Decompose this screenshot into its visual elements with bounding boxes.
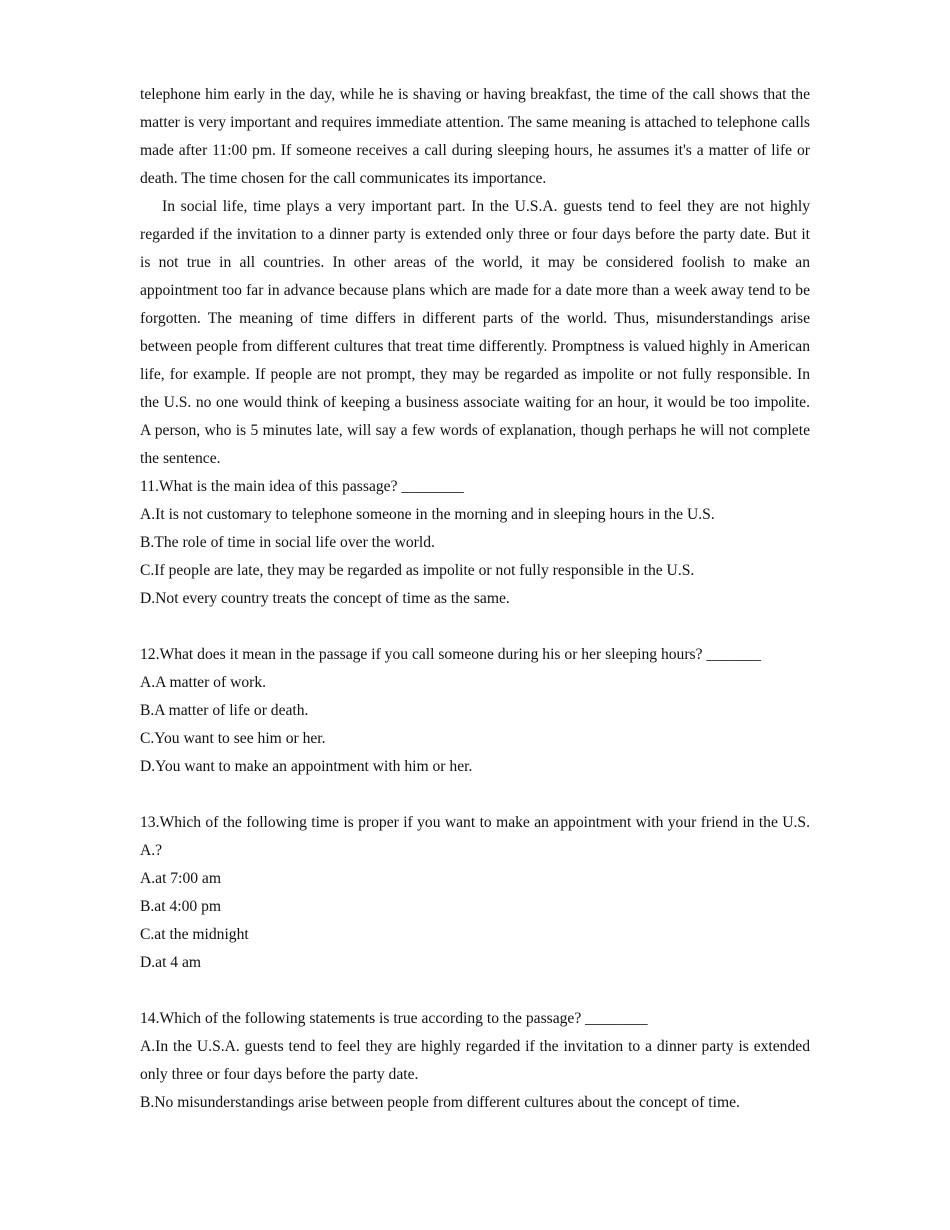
option-c: C.You want to see him or her. bbox=[140, 730, 326, 747]
question-11 bbox=[140, 473, 810, 613]
passage-paragraph-2: In social life, time plays a very important part. In the U.S.A. guests tend to feel they are not highly regarded if the invitation to a dinner party is extended only three or four days before the party date. But it is not true in all countries. In other areas of the world, it may be considered foolish to make an appointment too far in advance because plans which are made for a date more than a week away tend to be forgotten. The meaning of time differs in different parts of the world. Thus, misunderstandings arise between people from different cultures that treat time differently. Promptness is valued highly in American life, for example. If people are not prompt, they may be regarded as impolite or not fully responsible. In the U.S. no one would think of keeping a business associate waiting for an hour, it would be too impolite. A person, who is 5 minutes late, will say a few words of explanation, though perhaps he will not complete the sentence. bbox=[140, 198, 810, 467]
spacer bbox=[140, 613, 810, 641]
document-page bbox=[140, 81, 810, 1117]
question-stem: 13.Which of the following time is proper if you want to make an appointment with your friend in the U.S. A.? bbox=[140, 814, 810, 859]
option-a: A.A matter of work. bbox=[140, 674, 267, 691]
option-c: C.at the midnight bbox=[140, 926, 249, 943]
question-12 bbox=[140, 641, 810, 781]
option-a: A.at 7:00 am bbox=[140, 870, 221, 887]
option-b: B.at 4:00 pm bbox=[140, 898, 221, 915]
option-d: D.Not every country treats the concept of time as the same. bbox=[140, 590, 510, 607]
option-b: B.A matter of life or death. bbox=[140, 702, 309, 719]
option-a: A.It is not customary to telephone someone in the morning and in sleeping hours in the U.S. bbox=[140, 506, 715, 523]
passage-paragraph-1: telephone him early in the day, while he is shaving or having breakfast, the time of the call shows that the matter is very important and requires immediate attention. The same meaning is attached to telephone calls made after 11:00 pm. If someone receives a call during sleeping hours, he assumes it's a matter of life or death. The time chosen for the call communicates its importance. bbox=[140, 86, 810, 187]
option-a: A.In the U.S.A. guests tend to feel they are highly regarded if the invitation to a dinner party is extended only three or four days before the party date. bbox=[140, 1038, 810, 1083]
spacer bbox=[140, 781, 810, 809]
option-b: B.The role of time in social life over the world. bbox=[140, 534, 435, 551]
spacer bbox=[140, 977, 810, 1005]
option-c: C.If people are late, they may be regarded as impolite or not fully responsible in the U.S. bbox=[140, 562, 695, 579]
question-stem: 12.What does it mean in the passage if you call someone during his or her sleeping hours? _______ bbox=[140, 646, 762, 663]
option-d: D.at 4 am bbox=[140, 954, 202, 971]
question-stem: 14.Which of the following statements is true according to the passage? ________ bbox=[140, 1010, 648, 1027]
option-b: B.No misunderstandings arise between people from different cultures about the concept of time. bbox=[140, 1094, 740, 1111]
question-stem: 11.What is the main idea of this passage? ________ bbox=[140, 478, 464, 495]
question-13 bbox=[140, 809, 810, 977]
question-14 bbox=[140, 1005, 810, 1117]
option-d: D.You want to make an appointment with him or her. bbox=[140, 758, 473, 775]
